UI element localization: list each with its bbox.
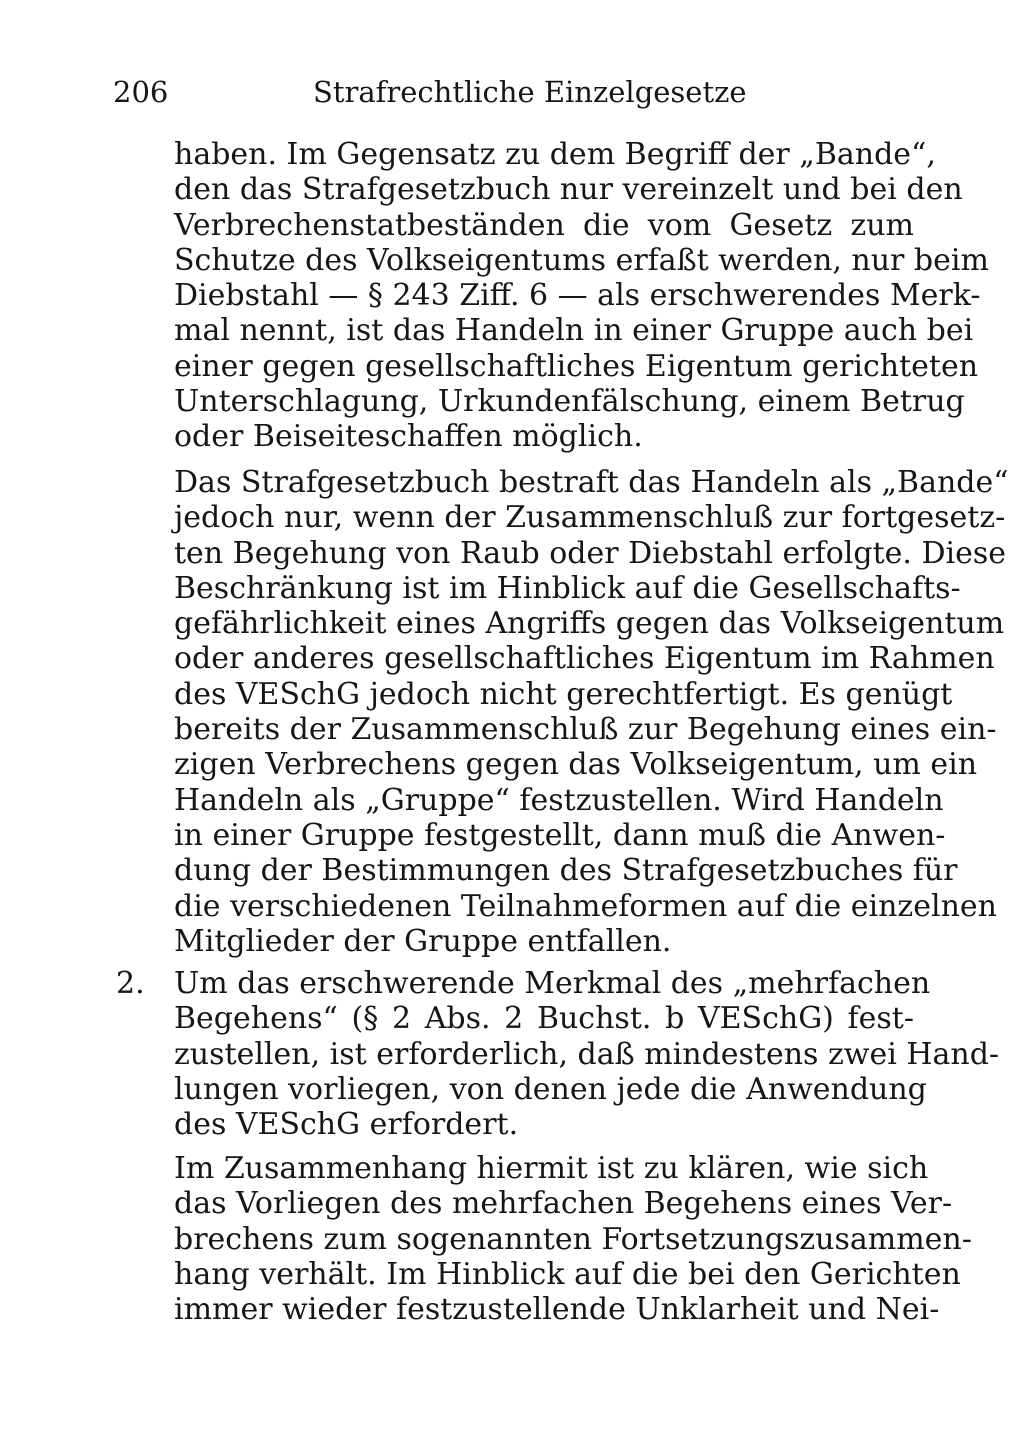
text-line: den das Strafgesetzbuch nur vereinzelt und bei den [174,172,963,208]
text-line: haben. Im Gegensatz zu dem Begriff der „Bande“, [174,137,936,172]
text-line: bereits der Zusammenschluß zur Begehung eines ein- [174,712,997,748]
text-line: mal nennt, ist das Handeln in einer Gruppe auch bei [174,313,974,349]
text-line: Das Strafgesetzbuch bestraft das Handeln als „Bande“ [174,465,1009,500]
paragraph-3 [174,1151,972,1328]
text-line: Handeln als „Gruppe“ festzustellen. Wird Handeln [174,782,944,818]
text-line: Mitglieder der Gruppe entfallen. [174,923,672,959]
text-line: brechens zum sogenannten Fortsetzungszusammen- [174,1221,972,1257]
paragraph-2 [174,465,1009,959]
text-line: in einer Gruppe festgestellt, dann muß die Anwen- [174,817,946,853]
text-line: zustellen, ist erforderlich, daß mindestens zwei Hand- [174,1036,1000,1072]
text-line: Verbrechenstatbeständen die vom Gesetz zum [174,207,914,243]
text-line: gefährlichkeit eines Angriffs gegen das Volkseigentum [174,606,1005,642]
text-line: Unterschlagung, Urkundenfälschung, einem Betrug [174,384,965,420]
text-line: die verschiedenen Teilnahmeformen auf die einzelnen [174,888,997,924]
list-item-number: 2. [116,966,145,1001]
text-line: Schutze des Volkseigentums erfaßt werden, nur beim [174,242,989,278]
paragraph-1 [174,137,989,455]
page-number: 206 [113,75,169,109]
text-line: des VESchG jedoch nicht gerechtfertigt. Es genügt [174,676,953,712]
page-header [113,70,943,114]
running-title: Strafrechtliche Einzelgesetze [313,75,747,109]
text-line: Um das erschwerende Merkmal des „mehrfachen [174,966,931,1001]
text-line: zigen Verbrechens gegen das Volkseigentum, um ein [174,747,978,783]
text-line: jedoch nur, wenn der Zusammenschluß zur fortgesetz- [174,500,1006,536]
text-line: Beschränkung ist im Hinblick auf die Gesellschafts- [174,570,961,606]
text-line: lungen vorliegen, von denen jede die Anwendung [174,1071,927,1107]
text-line: Begehens“ (§ 2 Abs. 2 Buchst. b VESchG) fest- [174,1001,914,1037]
list-item-2 [116,966,1000,1143]
text-line: Im Zusammenhang hiermit ist zu klären, wie sich [174,1151,929,1186]
text-line: dung der Bestimmungen des Strafgesetzbuches für [174,853,958,889]
text-line: immer wieder festzustellende Unklarheit und Nei- [174,1292,940,1328]
text-line: Diebstahl — § 243 Ziff. 6 — als erschwerendes Merk- [174,278,981,314]
text-line: oder Beiseiteschaffen möglich. [174,419,643,455]
text-line: ten Begehung von Raub oder Diebstahl erfolgte. Diese [174,535,1007,571]
text-line: hang verhält. Im Hinblick auf die bei den Gerichten [174,1256,961,1292]
text-line: oder anderes gesellschaftliches Eigentum im Rahmen [174,641,995,677]
text-line: einer gegen gesellschaftliches Eigentum gerichteten [174,348,979,384]
text-line: das Vorliegen des mehrfachen Begehens eines Ver- [174,1186,953,1222]
text-line: des VESchG erfordert. [174,1107,519,1143]
